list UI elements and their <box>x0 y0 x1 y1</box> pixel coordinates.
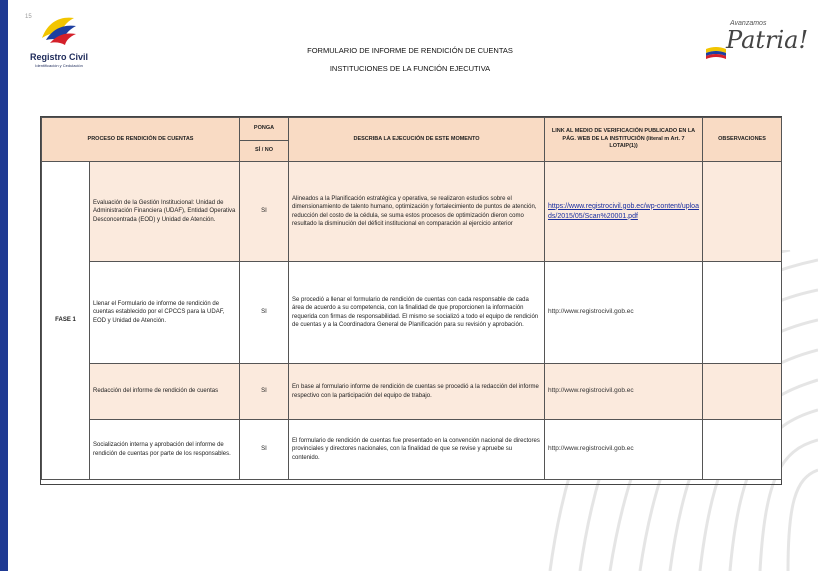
row4-link[interactable]: http://www.registrocivil.gob.ec <box>548 445 634 453</box>
header-process: PROCESO DE RENDICIÓN DE CUENTAS <box>42 118 240 162</box>
phase-label: FASE 1 <box>42 162 90 480</box>
row2-si-no: SI <box>240 262 289 364</box>
row2-description: Se procedió a llenar el formulario de rendición de cuentas con cada responsable de cada área de acuerdo a su competencia, con la finalidad de que proporcionen la información requerida con firmas de responsabilidad. El mismo se socializó a todo el equipo de rendición de cuentas y a la Coordinadora General de Planificación para su revisión y aprobación. <box>289 262 545 364</box>
table-row <box>42 262 782 364</box>
header-link: LINK AL MEDIO DE VERIFICACIÓN PUBLICADO EN LA PÁG. WEB DE LA INSTITUCIÓN (literal m Art. 7 LOTAIP(1)) <box>545 118 703 162</box>
row2-observ <box>703 262 782 364</box>
row3-description: En base al formulario informe de rendición de cuentas se procedió a la redacción del informe respectivo con la participación del equipo de trabajo. <box>289 364 545 420</box>
header-ponga-label: PONGA <box>240 118 288 141</box>
row1-observ <box>703 162 782 262</box>
row4-process: Socialización interna y aprobación del informe de rendición de cuentas por parte de los responsables. <box>90 420 240 480</box>
row3-process: Redacción del informe de rendición de cuentas <box>90 364 240 420</box>
row1-description: Alineados a la Planificación estratégica y operativa, se realizaron estudios sobre el dimensionamiento de talento humano, optimización y fortalecimiento de puntos de atención, reducción del costo de la cédula, se suma estos procesos de optimización dieron como resultado la disminución del déficit institucional en comparación al ejercicio anterior <box>289 162 545 262</box>
row2-link-cell <box>545 262 703 364</box>
table-header-row <box>42 118 782 162</box>
row2-process: Llenar el Formulario de informe de rendición de cuentas establecido por el CPCCS para la UDAF, EOD y Unidad de Atención. <box>90 262 240 364</box>
table-row <box>42 162 782 262</box>
header-ponga <box>240 118 289 162</box>
row1-si-no: SI <box>240 162 289 262</box>
rendicion-table <box>41 117 782 480</box>
row3-link[interactable]: http://www.registrocivil.gob.ec <box>548 387 634 395</box>
row1-link-cell <box>545 162 703 262</box>
form-title: FORMULARIO DE INFORME DE RENDICIÓN DE CUENTAS <box>307 46 513 55</box>
left-accent-bar <box>0 0 8 571</box>
registro-civil-bird-icon <box>38 12 78 46</box>
row4-observ <box>703 420 782 480</box>
table-row <box>42 364 782 420</box>
row3-link-cell <box>545 364 703 420</box>
ecuador-flag-icon <box>706 46 726 60</box>
header-describe: DESCRIBA LA EJECUCIÓN DE ESTE MOMENTO <box>289 118 545 162</box>
patria-word: Patria! <box>726 26 809 54</box>
row4-link-cell <box>545 420 703 480</box>
patria-logo <box>706 18 809 68</box>
page-number: 15 <box>25 14 32 20</box>
row1-link[interactable]: https://www.registrocivil.gob.ec/wp-content/uploads/2015/05/Scan%20001.pdf <box>548 202 699 220</box>
registro-civil-logo <box>28 12 88 78</box>
row4-si-no: SI <box>240 420 289 480</box>
row3-observ <box>703 364 782 420</box>
row4-description: El formulario de rendición de cuentas fue presentado en la convención nacional de directores provinciales y directores nacionales, con la finalidad de que se revise y apruebe su contenido. <box>289 420 545 480</box>
registro-civil-name: Registro Civil <box>29 52 88 62</box>
header-si-no-label: SÍ / NO <box>254 147 274 154</box>
row2-link[interactable]: http://www.registrocivil.gob.ec <box>548 308 634 316</box>
patria-slogan: Avanzamos <box>730 20 767 27</box>
form-subtitle: INSTITUCIONES DE LA FUNCIÓN EJECUTIVA <box>329 64 491 73</box>
row3-si-no: SI <box>240 364 289 420</box>
registro-civil-tagline: Identificación y Cedulación <box>35 63 83 68</box>
header-observaciones: OBSERVACIONES <box>703 118 782 162</box>
row1-process: Evaluación de la Gestión Institucional: Unidad de Administración Financiera (UDAF), Entidad Operativa Desconcentrada (EOD) y Unidad de Atención. <box>90 162 240 262</box>
table-row <box>42 420 782 480</box>
